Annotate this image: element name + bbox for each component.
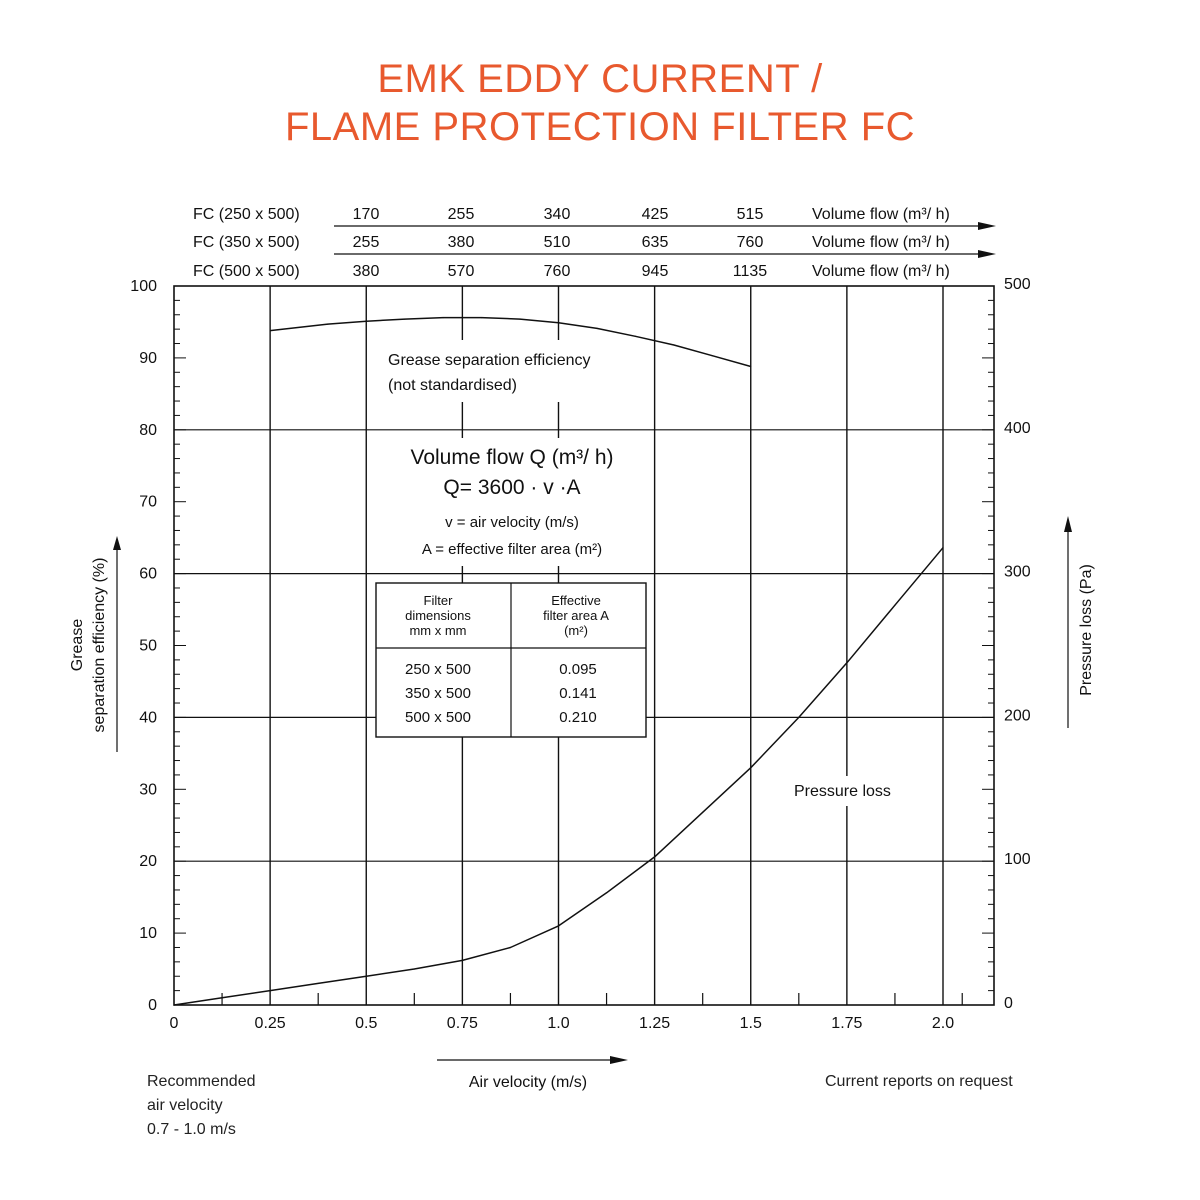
table-header-dimensions: Filter bbox=[423, 593, 453, 608]
top-axis-arrowhead bbox=[978, 222, 996, 230]
top-axis-value: 340 bbox=[543, 206, 571, 223]
y-right-tick-label: 200 bbox=[1004, 707, 1031, 725]
y-left-tick-label: 40 bbox=[139, 709, 157, 727]
grease-efficiency-point bbox=[635, 336, 636, 337]
top-axes bbox=[193, 206, 996, 280]
top-axis-unit: Volume flow (m³/ h) bbox=[812, 234, 950, 251]
pressure-loss-point bbox=[558, 925, 559, 926]
grease-efficiency-point bbox=[558, 322, 559, 323]
pressure-loss-point bbox=[846, 662, 847, 663]
y-left-tick-label: 100 bbox=[130, 278, 157, 295]
x-axis-arrowhead bbox=[610, 1056, 628, 1064]
table-cell-dimensions: 350 x 500 bbox=[405, 685, 471, 702]
top-axis-value: 380 bbox=[447, 234, 475, 251]
left-axis-title bbox=[69, 558, 108, 733]
x-tick-label: 1.5 bbox=[739, 1015, 762, 1032]
table-cell-area: 0.210 bbox=[559, 709, 597, 726]
grease-efficiency-point bbox=[519, 318, 520, 319]
right-axis-title-text: Pressure loss (Pa) bbox=[1078, 564, 1095, 696]
y-left-tick-label: 60 bbox=[139, 565, 157, 583]
y-left-tick-label: 70 bbox=[139, 493, 157, 511]
table-cell-area: 0.141 bbox=[559, 685, 597, 702]
top-axis-value: 945 bbox=[641, 263, 669, 280]
pressure-loss-point bbox=[270, 990, 271, 991]
pressure-loss-point bbox=[173, 1004, 174, 1005]
pressure-loss-point bbox=[221, 997, 222, 998]
top-axis-value: 570 bbox=[447, 263, 475, 280]
title-line-1: EMK EDDY CURRENT / bbox=[377, 57, 823, 101]
top-axis-name: FC (350 x 500) bbox=[193, 234, 300, 251]
pressure-loss-point bbox=[510, 947, 511, 948]
pressure-loss-point bbox=[654, 856, 655, 857]
left-axis-arrowhead bbox=[113, 536, 121, 550]
top-axis-value: 255 bbox=[447, 206, 475, 223]
recommended-line-3: 0.7 - 1.0 m/s bbox=[147, 1121, 236, 1138]
pressure-loss-point bbox=[702, 812, 703, 813]
recommended-line-2: air velocity bbox=[147, 1097, 223, 1114]
table-header-area: filter area A bbox=[543, 608, 609, 623]
x-tick-label: 0.5 bbox=[355, 1015, 378, 1032]
grease-efficiency-point bbox=[712, 355, 713, 356]
pressure-loss-point bbox=[798, 717, 799, 718]
top-axis-value: 760 bbox=[736, 234, 764, 251]
y-left-tick-label: 50 bbox=[139, 637, 157, 655]
pressure-loss-point bbox=[462, 960, 463, 961]
grease-efficiency-point bbox=[366, 321, 367, 322]
top-axis-value: 255 bbox=[352, 234, 380, 251]
top-axis-arrowhead bbox=[978, 250, 996, 258]
formula-area-def: A = effective filter area (m²) bbox=[421, 541, 603, 558]
grease-efficiency-point bbox=[270, 330, 271, 331]
grease-efficiency-point bbox=[481, 317, 482, 318]
title-line-2: FLAME PROTECTION FILTER FC bbox=[284, 105, 916, 149]
y-right-tick-label: 0 bbox=[1004, 995, 1013, 1012]
table-cell-area: 0.095 bbox=[559, 661, 597, 678]
grease-efficiency-point bbox=[327, 324, 328, 325]
x-tick-label: 1.25 bbox=[639, 1015, 671, 1032]
recommended-line-1: Recommended bbox=[147, 1073, 256, 1090]
top-axis-name: FC (500 x 500) bbox=[193, 263, 300, 280]
table-header-dimensions: mm x mm bbox=[409, 623, 467, 638]
grease-efficiency-point bbox=[673, 344, 674, 345]
top-axis-value: 760 bbox=[543, 263, 571, 280]
table-header-area: Effective bbox=[551, 593, 601, 608]
x-axis-title: Air velocity (m/s) bbox=[468, 1074, 588, 1091]
top-axis-value: 170 bbox=[352, 206, 380, 223]
pressure-loss-point bbox=[750, 767, 751, 768]
x-tick-label: 2.0 bbox=[931, 1015, 955, 1032]
top-axis-name: FC (250 x 500) bbox=[193, 206, 300, 223]
top-axis-unit: Volume flow (m³/ h) bbox=[812, 206, 950, 223]
top-axis-value: 425 bbox=[641, 206, 669, 223]
pressure-loss-point bbox=[318, 983, 319, 984]
x-tick-label: 0 bbox=[169, 1015, 179, 1032]
grease-efficiency-point bbox=[750, 366, 751, 367]
y-right-tick-label: 500 bbox=[1004, 276, 1031, 293]
top-axis-value: 380 bbox=[352, 263, 380, 280]
formula-velocity-def: v = air velocity (m/s) bbox=[445, 514, 579, 531]
grease-curve-label: Grease separation efficiency bbox=[388, 352, 591, 369]
y-left-tick-label: 80 bbox=[139, 421, 157, 439]
grease-efficiency-point bbox=[404, 318, 405, 319]
grease-efficiency-point bbox=[596, 328, 597, 329]
pressure-loss-point bbox=[606, 892, 607, 893]
x-tick-label: 0.25 bbox=[254, 1015, 286, 1032]
grease-curve-note: (not standardised) bbox=[388, 377, 517, 394]
y-right-tick-label: 400 bbox=[1004, 419, 1031, 437]
pressure-loss-point bbox=[942, 547, 943, 548]
pressure-curve-label: Pressure loss bbox=[794, 783, 891, 800]
y-left-tick-label: 90 bbox=[139, 349, 157, 367]
table-header-area: (m²) bbox=[564, 623, 588, 638]
y-left-tick-label: 30 bbox=[139, 781, 157, 799]
grease-efficiency-point bbox=[443, 317, 444, 318]
table-header-dimensions: dimensions bbox=[405, 608, 471, 623]
x-tick-label: 1.75 bbox=[831, 1015, 863, 1032]
y-left-tick-label: 0 bbox=[148, 997, 157, 1014]
y-left-tick-label: 20 bbox=[139, 853, 157, 871]
top-axis-value: 635 bbox=[641, 234, 669, 251]
y-right-tick-label: 300 bbox=[1004, 563, 1031, 581]
pressure-loss-point bbox=[366, 976, 367, 977]
left-axis-title-line-1: Grease bbox=[69, 618, 86, 672]
top-axis-value: 510 bbox=[543, 234, 571, 251]
y-left-tick-label: 10 bbox=[139, 925, 157, 943]
filter-area-table bbox=[376, 583, 646, 737]
x-tick-label: 0.75 bbox=[446, 1015, 478, 1032]
table-cell-dimensions: 250 x 500 bbox=[405, 661, 471, 678]
left-axis-title-line-2: separation efficiency (%) bbox=[91, 557, 108, 733]
reports-note: Current reports on request bbox=[825, 1073, 1013, 1090]
top-axis-value: 1135 bbox=[732, 263, 768, 280]
recommended-velocity-note bbox=[147, 1070, 256, 1142]
table-cell-dimensions: 500 x 500 bbox=[405, 709, 471, 726]
right-axis-title bbox=[1078, 564, 1095, 696]
top-axis-unit: Volume flow (m³/ h) bbox=[812, 263, 950, 280]
formula-title: Volume flow Q (m³/ h) bbox=[410, 446, 614, 469]
y-right-tick-label: 100 bbox=[1004, 851, 1031, 869]
x-tick-label: 1.0 bbox=[547, 1015, 570, 1032]
pressure-loss-point bbox=[894, 605, 895, 606]
formula-equation: Q= 3600 · v ·A bbox=[443, 476, 581, 499]
top-axis-value: 515 bbox=[736, 206, 764, 223]
pressure-loss-point bbox=[414, 968, 415, 969]
right-axis-arrowhead bbox=[1064, 516, 1072, 532]
